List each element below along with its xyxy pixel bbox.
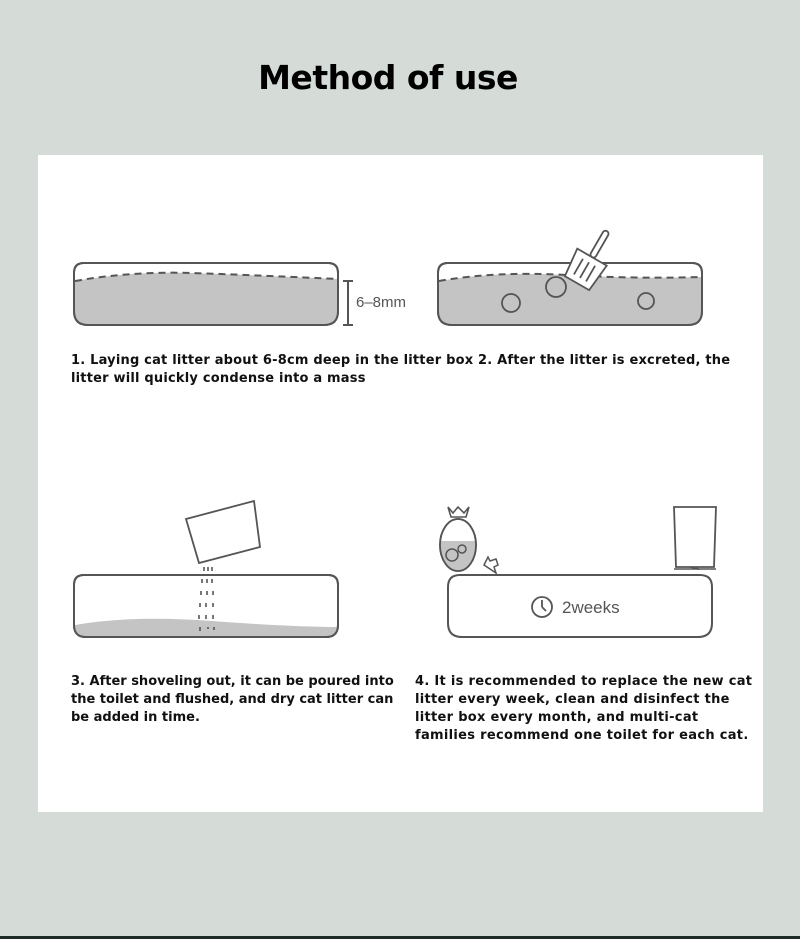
page-title: Method of use [258,58,518,97]
waste-bag-icon [440,507,476,571]
step-1-illustration [72,255,417,335]
step-3-illustration [72,497,344,639]
step-3-caption: 3. After shoveling out, it can be poured into the toilet and flushed, and dry cat litter can be added in time. [71,674,394,725]
arrow-out-icon [484,557,498,573]
step-1-2-caption: 1. Laying cat litter about 6-8cm deep in the litter box 2. After the litter is excreted, the litter will quickly condense into a mass [71,353,731,386]
instructions-card [38,155,763,812]
step-4-illustration [436,499,726,641]
depth-label: 6–8mm [356,294,407,311]
duration-label: 2weeks [562,598,620,617]
new-litter-bag-icon [674,507,716,569]
step-4-caption: 4. It is recommended to replace the new cat litter every week, clean and disinfect the litter box every month, and multi-cat families recommend one toilet for each cat. [415,674,753,743]
step-2-illustration [436,219,708,329]
litter-bag-icon [186,501,260,563]
